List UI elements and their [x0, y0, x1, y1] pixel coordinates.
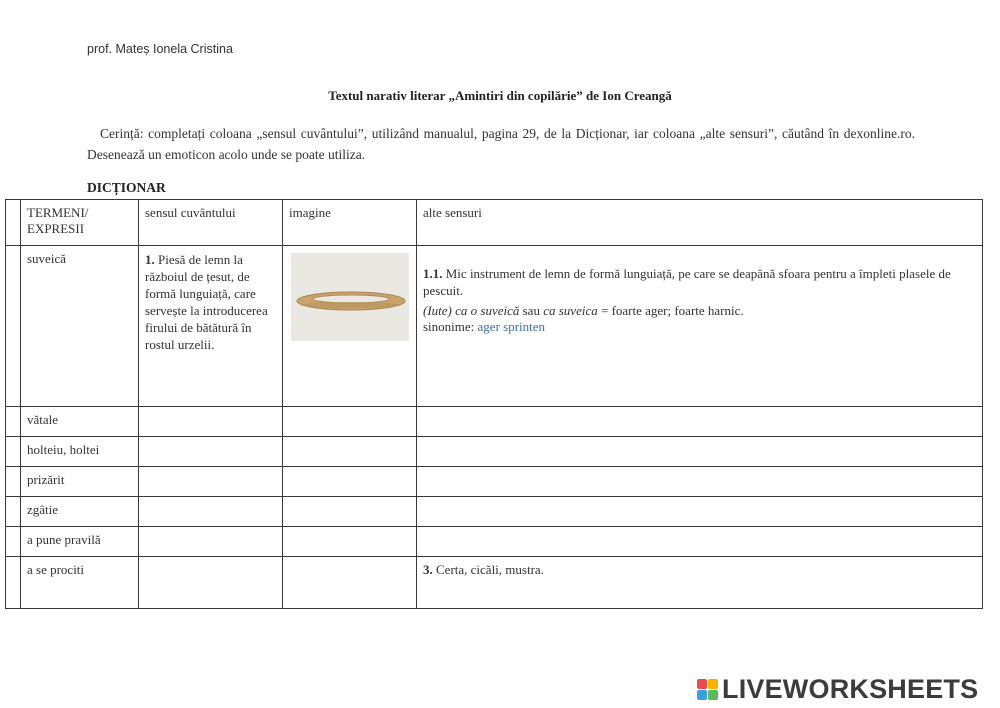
- meaning-cell[interactable]: [139, 437, 283, 467]
- meaning-definition: Piesă de lemn la războiul de țesut, de formă lunguiață, care servește la introducerea firului de bătătură în rostul urzelii.: [145, 252, 268, 352]
- gutter-cell: [6, 200, 21, 246]
- logo-square: [708, 690, 718, 700]
- term-cell: holteiu, holtei: [21, 437, 139, 467]
- liveworksheets-logo-icon: [697, 679, 718, 700]
- meaning-cell[interactable]: [139, 527, 283, 557]
- image-cell[interactable]: [283, 437, 417, 467]
- term-cell: zgâtie: [21, 497, 139, 527]
- image-cell[interactable]: [283, 407, 417, 437]
- other-meanings-cell[interactable]: [417, 467, 983, 497]
- gutter-cell: [6, 246, 21, 407]
- synonyms-link[interactable]: ager sprinten: [477, 319, 546, 334]
- other-meanings-cell[interactable]: [417, 557, 983, 609]
- other-meanings-cell[interactable]: [417, 497, 983, 527]
- logo-square: [697, 690, 707, 700]
- term-cell: prizărit: [21, 467, 139, 497]
- gutter-cell: [6, 557, 21, 609]
- expression-meaning: = foarte ager; foarte harnic.: [597, 303, 744, 318]
- meaning-cell[interactable]: [139, 557, 283, 609]
- document-title: Textul narativ literar „Amintiri din copilărie” de Ion Creangă: [328, 88, 672, 103]
- image-cell[interactable]: [283, 246, 417, 407]
- meaning-text: [145, 251, 276, 353]
- other-meanings-cell[interactable]: [417, 437, 983, 467]
- term-cell: a pune pravilă: [21, 527, 139, 557]
- meaning-cell[interactable]: [139, 497, 283, 527]
- column-header-other-meanings: alte sensuri: [417, 200, 983, 246]
- gutter-cell: [6, 467, 21, 497]
- image-cell[interactable]: [283, 467, 417, 497]
- dictionary-table: [5, 199, 983, 609]
- image-cell[interactable]: [283, 557, 417, 609]
- liveworksheets-logo[interactable]: [697, 674, 978, 705]
- other-meanings-cell[interactable]: [417, 407, 983, 437]
- gutter-cell: [6, 407, 21, 437]
- logo-square: [697, 679, 707, 689]
- other-meaning-number: 3.: [423, 562, 433, 577]
- term-cell: a se prociti: [21, 557, 139, 609]
- image-cell[interactable]: [283, 527, 417, 557]
- instructions-text: Cerință: completați coloana „sensul cuvântului”, utilizând manualul, pagina 29, de la Dicționar, iar coloana „alte sensuri”, căutând în dexonline.ro. Desenează un emoticon acolo unde se poate utiliza.: [87, 126, 915, 162]
- gutter-cell: [6, 497, 21, 527]
- logo-text: LIVEWORKSHEETS: [722, 674, 979, 704]
- other-meanings-cell[interactable]: [417, 527, 983, 557]
- expression-1: (Iute) ca o suveică: [423, 303, 520, 318]
- gutter-cell: [6, 437, 21, 467]
- meaning-number: 1.: [145, 252, 155, 267]
- column-header-terms: TERMENI/ EXPRESII: [21, 200, 139, 246]
- image-cell[interactable]: [283, 497, 417, 527]
- expression-2: ca suveica: [543, 303, 598, 318]
- table-row: [6, 246, 983, 407]
- table-row: [6, 527, 983, 557]
- term-cell: vătale: [21, 407, 139, 437]
- meaning-cell[interactable]: [139, 407, 283, 437]
- other-meanings-cell[interactable]: [417, 246, 983, 407]
- other-meaning-definition: Certa, cicăli, mustra.: [436, 562, 544, 577]
- column-header-image: imagine: [283, 200, 417, 246]
- table-row: [6, 407, 983, 437]
- other-meaning-definition: Mic instrument de lemn de formă lunguiață, pe care se deapănă sfoara pentru a împleti plasele de pescuit.: [423, 266, 951, 298]
- table-header-row: [6, 200, 983, 246]
- table-row: [6, 467, 983, 497]
- synonyms-label: sinonime:: [423, 319, 478, 334]
- author-name: prof. Mateș Ionela Cristina: [87, 42, 233, 56]
- wooden-shuttle-image: [291, 253, 409, 341]
- table-row: [6, 437, 983, 467]
- expression-connector: sau: [519, 303, 544, 318]
- section-heading: DICȚIONAR: [87, 180, 166, 195]
- meaning-cell[interactable]: [139, 467, 283, 497]
- gutter-cell: [6, 527, 21, 557]
- other-meaning-number: 1.1.: [423, 266, 443, 281]
- table-row: [6, 557, 983, 609]
- logo-square: [708, 679, 718, 689]
- column-header-meaning: sensul cuvântului: [139, 200, 283, 246]
- expression-line: [423, 303, 976, 335]
- other-meaning-text: [423, 265, 976, 299]
- table-row: [6, 497, 983, 527]
- meaning-cell[interactable]: [139, 246, 283, 407]
- term-cell: suveică: [21, 246, 139, 407]
